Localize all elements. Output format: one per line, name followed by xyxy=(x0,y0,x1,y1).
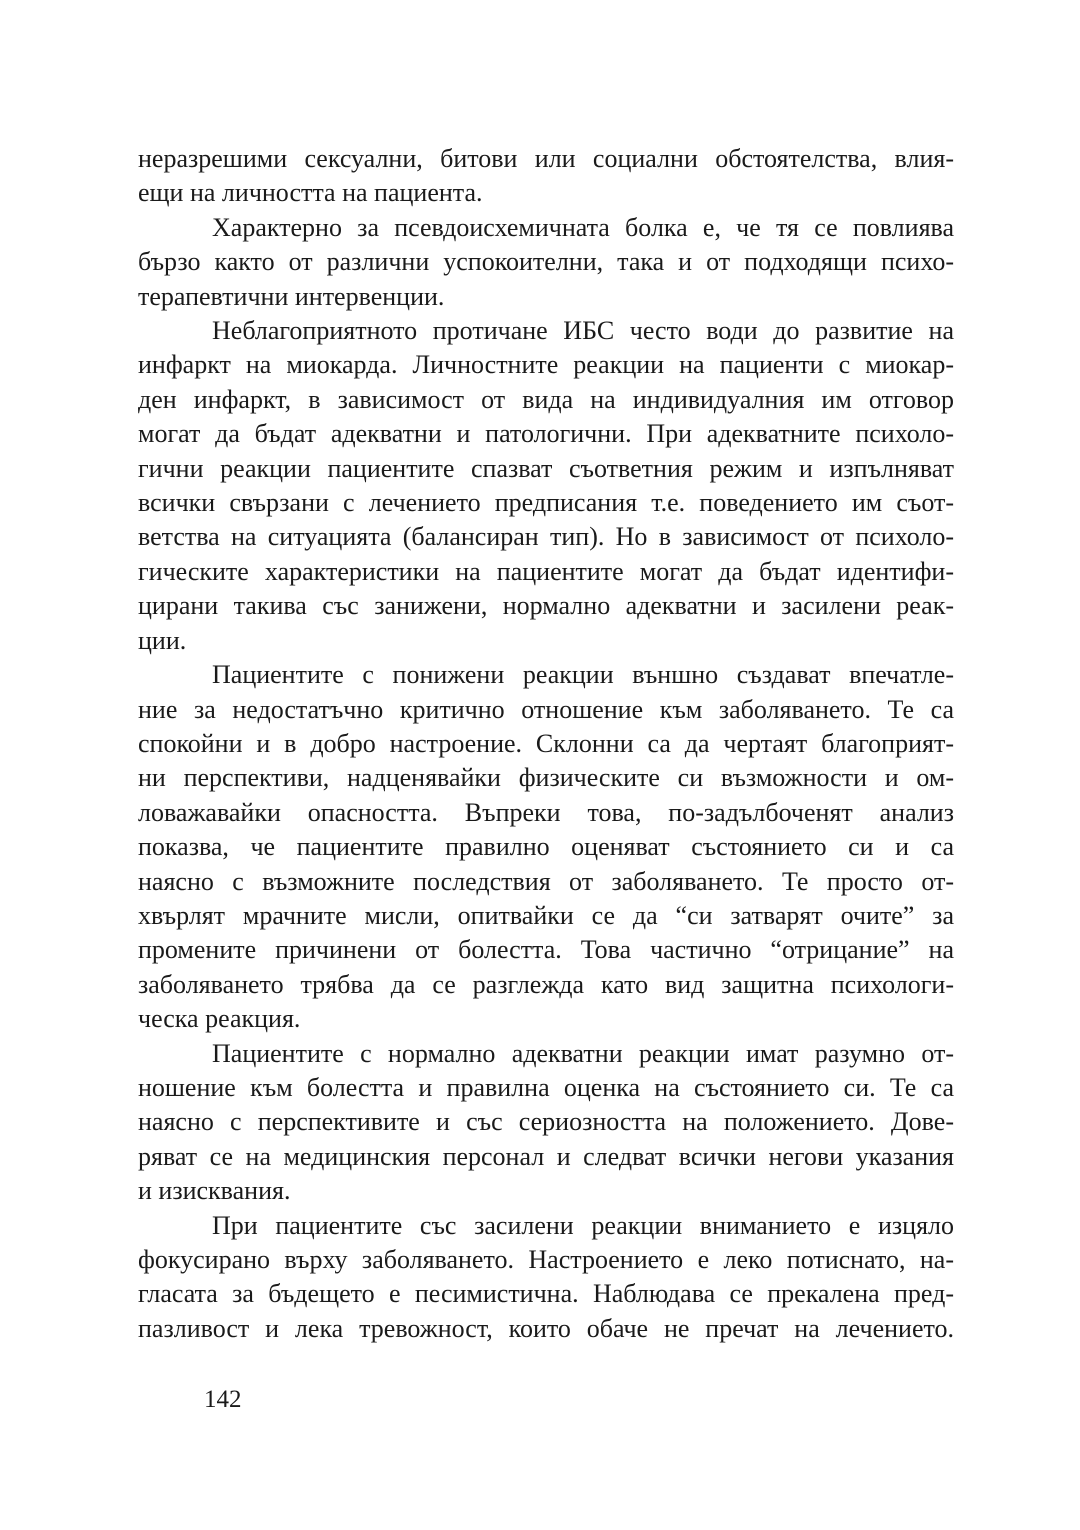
text-line: ветства на ситуацията (балансиран тип). Но в зависимост от психоло- xyxy=(138,522,954,552)
text-line: наясно с възможните последствия от заболяването. Те просто от- xyxy=(138,866,954,896)
paragraph-6 xyxy=(138,1209,954,1347)
text-line: ношение към болестта и правилна оценка на състоянието си. Те са xyxy=(138,1072,954,1102)
text-line: ещи на личността на пациента. xyxy=(138,178,483,208)
page-body xyxy=(138,142,954,1346)
text-line: фокусирано върху заболяването. Настроението е леко потиснато, на- xyxy=(138,1245,954,1274)
text-line: гласата за бъдещето е песимистична. Наблюдава се прекалена пред- xyxy=(138,1279,954,1309)
text-line: заболяването трябва да се разглежда като вид защитна психологи- xyxy=(138,969,954,999)
text-line: ни перспективи, надценявайки физическите си възможности и ом- xyxy=(138,763,954,793)
text-line: ческа реакция. xyxy=(138,1004,301,1034)
text-line: промените причинени от болестта. Това частично “отрицание” на xyxy=(138,935,954,965)
text-line: ден инфаркт, в зависимост от вида на индивидуалния им отговор xyxy=(138,384,954,414)
text-line: наясно с перспективите и със сериозността на положението. Дове- xyxy=(138,1107,954,1137)
text-line: ряват се на медицинския персонал и следват всички негови указания xyxy=(138,1141,954,1171)
paragraph-2 xyxy=(138,211,954,314)
text-line: ции. xyxy=(138,625,187,655)
page-number: 142 xyxy=(204,1386,242,1413)
text-line: инфаркт на миокарда. Личностните реакции на пациенти с миокар- xyxy=(138,350,954,380)
text-line: могат да бъдат адекватни и патологични. При адекватните психоло- xyxy=(138,419,954,449)
text-line: Неблагоприятното протичане ИБС често води до развитие на xyxy=(212,316,954,346)
text-line: Пациентите с нормално адекватни реакции имат разумно от- xyxy=(212,1038,954,1068)
text-line: При пациентите със засилени реакции вниманието е изцяло xyxy=(212,1210,954,1240)
text-line: цирани такива със занижени, нормално адекватни и засилени реак- xyxy=(138,591,954,621)
text-line: всички свързани с лечението предписания т.е. поведението им съот- xyxy=(138,488,954,518)
text-line: пазливост и лека тревожност, които обаче не пречат на лечението. xyxy=(138,1313,954,1343)
text-line: Пациентите с понижени реакции външно създават впечатле- xyxy=(212,660,954,690)
text-line: Характерно за псевдоисхемичната болка е, че тя се повлиява xyxy=(212,212,954,242)
text-line: ние за недостатъчно критично отношение към заболяването. Те са xyxy=(138,694,954,724)
text-line: бързо както от различни успокоителни, така и от подходящи психо- xyxy=(138,247,954,277)
paragraph-1 xyxy=(138,142,954,211)
paragraph-3 xyxy=(138,314,954,658)
text-line: и изисквания. xyxy=(138,1176,291,1206)
text-line: неразрешими сексуални, битови или социални обстоятелства, влия- xyxy=(138,144,954,173)
paragraph-5 xyxy=(138,1037,954,1209)
text-line: гическите характеристики на пациентите могат да бъдат идентифи- xyxy=(138,556,954,586)
paragraph-4 xyxy=(138,658,954,1036)
text-line: терапевтични интервенции. xyxy=(138,281,445,311)
text-line: хвърлят мрачните мисли, опитвайки се да “си затварят очите” за xyxy=(138,900,954,930)
text-line: спокойни и в добро настроение. Склонни са да чертаят благоприят- xyxy=(138,728,954,758)
text-line: показва, че пациентите правилно оценяват състоянието си и са xyxy=(138,832,954,862)
text-line: ловажавайки опасността. Въпреки това, по-задълбоченят анализ xyxy=(138,797,954,827)
text-line: гични реакции пациентите спазват съответния режим и изпълняват xyxy=(138,453,954,483)
